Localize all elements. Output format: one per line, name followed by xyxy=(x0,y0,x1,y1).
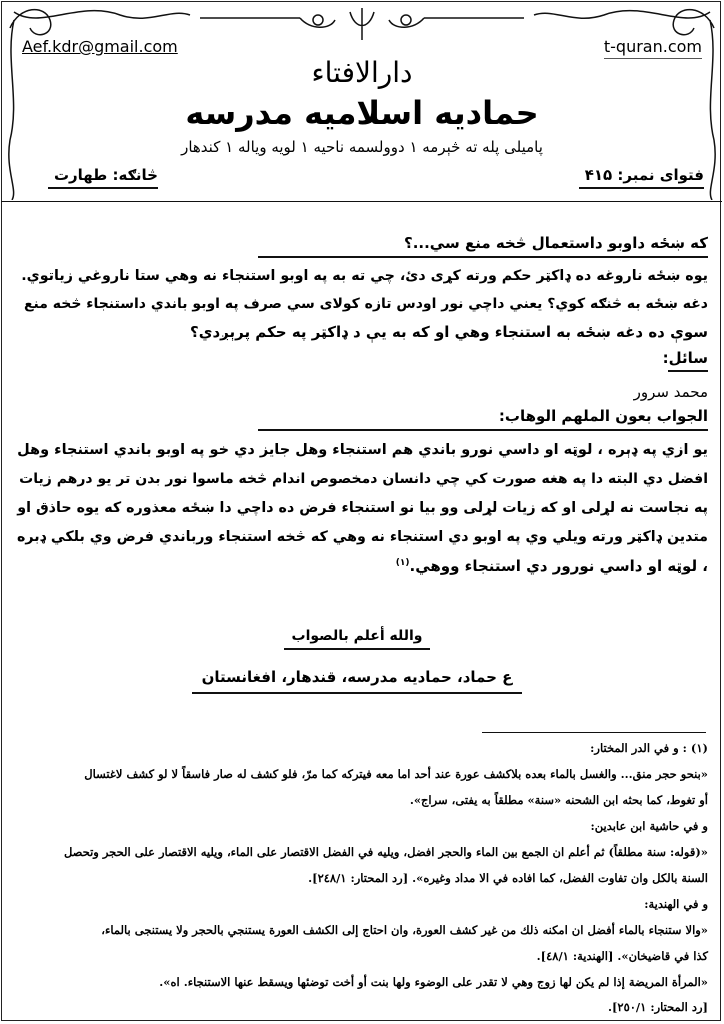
address: پامیلی پله ته څېرمه ۱ دوولسمه ناحیه ۱ لویه ویاله ۱ کندهار xyxy=(181,138,543,156)
footnote-line: «(قوله: سنة مطلقاً) ثم أعلم ان الجمع بين الماء والحجر افضل، ويليه في الفضل الاقتصار على الماء، ويليه الاقتصار على الحجر وتحصل xyxy=(63,845,708,859)
footnote-line: السنة بالكل وان تفاوت الفضل، كما افاده في الا مداد وغيره». [رد المحتار: ۲٤٨/۱]. xyxy=(308,871,708,885)
answer-line: په نجاست نه لړلی او که زیات لړلی وو بیا نو استنجاء فرض ده داچي دا ښځه معذوره که یوه حاذق او xyxy=(17,500,708,516)
department-title: دارالافتاء xyxy=(311,56,413,89)
signature-text: ع حماد، حمادیه مدرسه، قندهار، افغانستان xyxy=(192,668,523,694)
question-line: سوې ده دغه ښځه به استنجاء وهي او که به یې د ډاکټر په حکم پرېږدي؟ xyxy=(190,323,708,341)
footnote-line: «بنحو حجر منق... والغسل بالماء بعده بلاكشف عورة عند أحد اما معه فيتركه كما مرّ، فلو كشف له صار فاسقاً لا لو كشف لاغتسال xyxy=(84,767,708,781)
question-heading xyxy=(14,234,708,258)
header-divider xyxy=(1,201,722,202)
footnote-line: كذا في قاضيخان». [الهندية: ٤٨/۱]. xyxy=(536,949,708,963)
asker-label xyxy=(14,349,708,372)
asker-label-text: سائل: xyxy=(668,349,708,372)
website-link[interactable]: t-quran.com xyxy=(604,37,702,59)
signature xyxy=(0,668,714,694)
answer-line: افضل دي البته دا په هغه صورت کي چي دانسان دمخصوص اندام څخه ماسوا نور بدن تر یو درهم زیات xyxy=(19,471,708,487)
answer-line: متدین ډاکټر ورته ویلي وي په اوبو دي استنجاء نه وهي که څخه استنجاء ورباندي فرض وي بلکي ډبره xyxy=(16,529,708,545)
closing-phrase xyxy=(0,628,714,650)
answer-line: ، لوټه او داسي نورور دي استنجاء ووهي. xyxy=(409,557,708,575)
question-line: دغه ښځه به څنګه کوي؟ یعني داچي نور اودس تازه کولای سي صرف په اوبو باندي داستنجاء څخه منع xyxy=(23,296,708,312)
question-line: یوه ښځه ناروغه ده ډاکټر حکم ورته کړی دئ، چي ته به په اوبو استنجاء نه وهي ستا ناروغي زیاتوي. xyxy=(21,268,708,284)
fatwa-number: فتوای نمبر: ۴۱۵ xyxy=(579,166,704,189)
closing-text: والله أعلم بالصواب xyxy=(284,628,431,650)
email-link[interactable]: Aef.kdr@gmail.com xyxy=(22,37,178,56)
answer-line-last xyxy=(14,557,708,575)
footnote-line: «والا ستنجاء بالماء أفضل ان امكنه ذلك من غير كشف العورة، وان احتاج إلى الكشف العورة يستنجي بالحجر ولا يستنجى بالماء، xyxy=(101,923,708,937)
answer-line: یو ازي په ډېره ، لوټه او داسي نورو باندي هم استنجاء وهل جایز دي خو په اوبو باندي استنجاء وهل xyxy=(17,442,708,458)
footnote-line: و في حاشية ابن عابدين: xyxy=(590,819,708,833)
answer-heading xyxy=(14,407,708,431)
footnote-line: «المرأة المريضة إذا لم يكن لها زوج وهي لا تقدر على الوضوء ولها بنت أو أخت توضئها ويسقط عنها الاستنجاء. اه». xyxy=(159,975,708,989)
footnote-marker[interactable]: (۱) xyxy=(395,558,410,568)
footnote-line: (۱) : و في الدر المختار: xyxy=(590,741,708,755)
footnote-line: [رد المحتار: ۲٥۰/۱]. xyxy=(607,1000,708,1014)
footnote-line: أو تغوط، كما بحثه ابن الشحنه «سنة» مطلقاً به يفتى، سراج». xyxy=(409,793,708,807)
madrasa-title: حمادیه اسلامیه مدرسه xyxy=(185,94,539,132)
question-heading-text: که ښځه داوبو داستعمال څخه منع سي...؟ xyxy=(258,234,708,258)
footnote-separator xyxy=(482,732,706,733)
asker-name: محمد سرور xyxy=(633,383,708,401)
section-label: څانګه: طهارت xyxy=(48,166,158,189)
answer-heading-text: الجواب بعون الملهم الوهاب: xyxy=(258,407,708,431)
footnote-line: و في الهندية: xyxy=(644,897,708,911)
